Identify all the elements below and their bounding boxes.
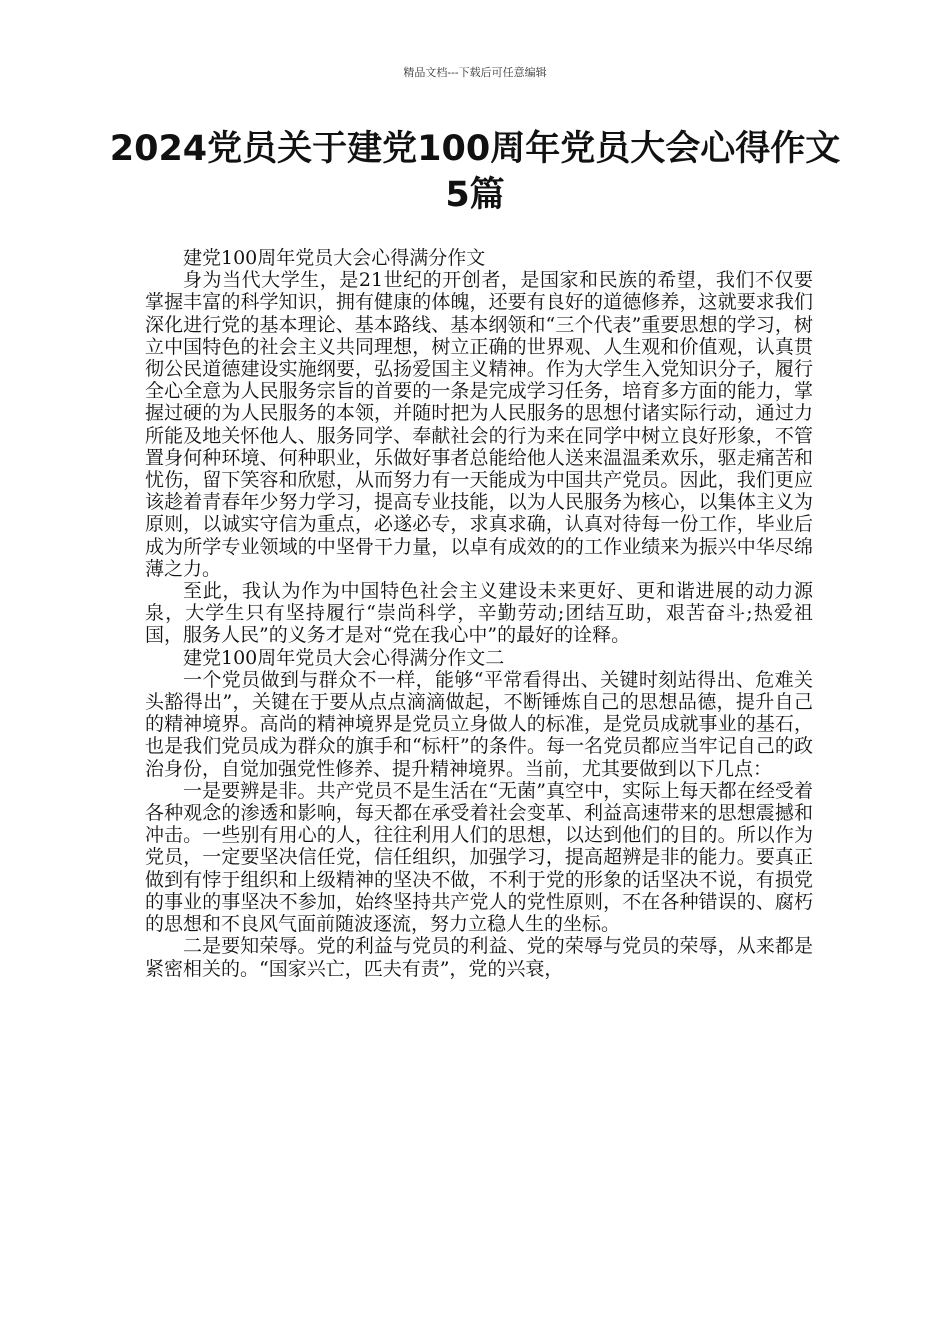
body-paragraph: 二是要知荣辱。党的利益与党员的利益、党的荣辱与党员的荣辱，从来都是紧密相关的。“国家兴亡，匹夫有责”，党的兴衰， [145,935,813,980]
body-paragraph: 一个党员做到与群众不一样，能够“平常看得出、关键时刻站得出、危难关头豁得出”，关键在于要从点点滴滴做起，不断锤炼自己的思想品德，提升自己的精神境界。高尚的精神境界是党员立身做人的标准，是党员成就事业的基石，也是我们党员成为群众的旗手和“标杆”的条件。每一名党员都应当牢记自己的政治身份，自觉加强党性修养、提升精神境界。当前，尤其要做到以下几点： [145,668,813,780]
body-paragraph: 身为当代大学生，是21世纪的开创者，是国家和民族的希望，我们不仅要掌握丰富的科学知识，拥有健康的体魄，还要有良好的道德修养，这就要求我们深化进行党的基本理论、基本路线、基本纲领和“三个代表”重要思想的学习，树立中国特色的社会主义共同理想，树立正确的世界观、人生观和价值观，认真贯彻公民道德建设实施纲要，弘扬爱国主义精神。作为大学生入党知识分子，履行全心全意为人民服务宗旨的首要的一条是完成学习任务，培育多方面的能力，掌握过硬的为人民服务的本领，并随时把为人民服务的思想付诸实际行动，通过力所能及地关怀他人、服务同学、奉献社会的行为来在同学中树立良好形象，不管置身何种环境、何种职业，乐做好事者总能给他人送来温温柔欢乐，驱走痛苦和忧伤，留下笑容和欣慰，从而努力有一天能成为中国共产党员。因此，我们更应该趁着青春年少努力学习，提高专业技能，以为人民服务为核心，以集体主义为原则，以诚实守信为重点，必遂必专，求真求确，认真对待每一份工作，毕业后成为所学专业领域的中坚骨干力量，以卓有成效的的工作业绩来为振兴中华尽绵薄之力。 [145,269,813,580]
body-paragraph: 一是要辨是非。共产党员不是生活在“无菌”真空中，实际上每天都在经受着各种观念的渗透和影响，每天都在承受着社会变革、利益高速带来的思想震撼和冲击。一些别有用心的人，往往利用人们的思想，以达到他们的目的。所以作为党员，一定要坚决信任党，信任组织，加强学习，提高超辨是非的能力。要真正做到有悖于组织和上级精神的坚决不做，不利于党的形象的话坚决不说，有损党的事业的事坚决不参加，始终坚持共产党人的党性原则，不在各种错误的、腐朽的思想和不良风气面前随波逐流，努力立稳人生的坐标。 [145,779,813,936]
page-header: 精品文档---下载后可任意编辑 [403,66,547,79]
section-heading-2: 建党100周年党员大会心得满分作文二 [183,646,505,669]
document-title: 2024党员关于建党100周年党员大会心得作文5篇 [109,129,841,215]
section-heading-1: 建党100周年党员大会心得满分作文 [183,247,486,269]
body-paragraph: 至此，我认为作为中国特色社会主义建设未来更好、更和谐进展的动力源泉，大学生只有坚持履行“崇尚科学，辛勤劳动;团结互助，艰苦奋斗;热爱祖国，服务人民”的义务才是对“党在我心中”的最好的诠释。 [145,580,813,647]
document-body [145,247,813,980]
